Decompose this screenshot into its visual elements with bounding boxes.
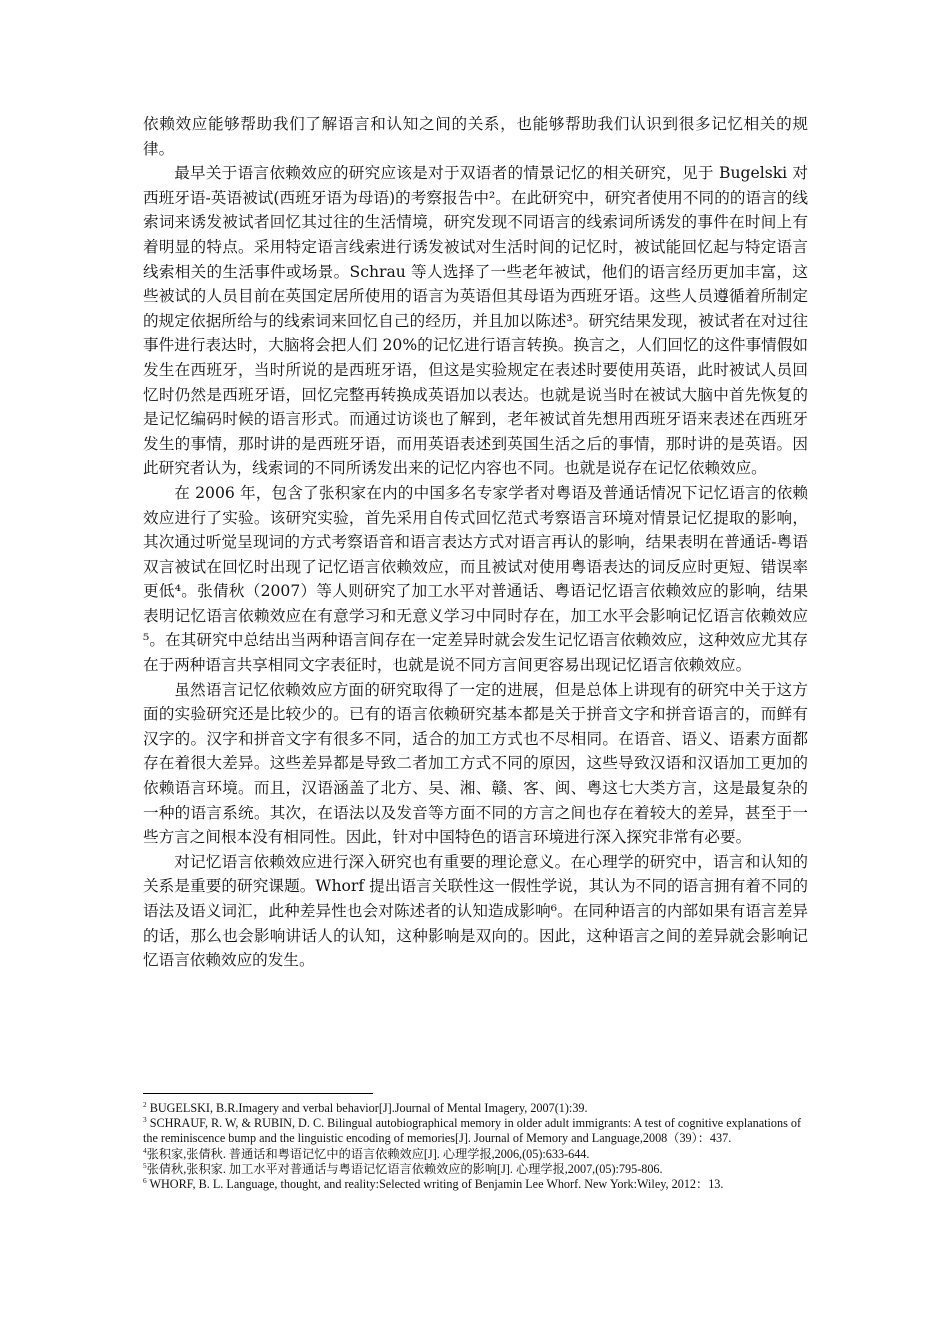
footnote-6: [143, 1177, 808, 1192]
footnote-2: [143, 1101, 808, 1116]
footnote-mark: 2: [143, 1099, 147, 1109]
footnote-text: SCHRAUF, R. W, & RUBIN, D. C. Bilingual autobiographical memory in older adult immigrants: A test of cognitive explanations of the reminiscence bump and the linguistic encoding of memories[J]. Journal of Memory and Language,2008（39）：437.: [143, 1116, 802, 1146]
footnote-text: BUGELSKI, B.R.Imagery and verbal behavior[J].Journal of Mental Imagery, 2007(1):39.: [149, 1101, 588, 1115]
footnote-text: WHORF, B. L. Language, thought, and reality:Selected writing of Benjamin Lee Whorf. New York:Wiley, 2012：13.: [149, 1177, 724, 1192]
footnote-3: [143, 1116, 808, 1146]
paragraph-2: 最早关于语言依赖效应的研究应该是对于双语者的情景记忆的相关研究，见于 Bugelski 对西班牙语-英语被试(西班牙语为母语)的考察报告中²。在此研究中，研究者使用不同的的语言的线索词来诱发被试者回忆其过往的生活情境，研究发现不同语言的线索词所诱发的事件在时间上有着明显的特点。采用特定语言线索进行诱发被试对生活时间的记忆时，被试能回忆起与特定语言线索相关的生活事件或场景。Schrau 等人选择了一些老年被试，他们的语言经历更加丰富，这些被试的人员目前在英国定居所使用的语言为英语但其母语为西班牙语。这些人员遵循着所制定的规定依据所给与的线索词来回忆自己的经历，并且加以陈述³。研究结果发现，被试者在对过往事件进行表达时，大脑将会把人们 20%的记忆进行语言转换。换言之，人们回忆的这件事情假如发生在西班牙，当时所说的是西班牙语，但这是实验规定在表述时要使用英语，此时被试人员回忆时仍然是西班牙语，回忆完整再转换成英语加以表达。也就是说当时在被试大脑中首先恢复的是记忆编码时候的语言形式。而通过访谈也了解到，老年被试首先想用西班牙语来表述在西班牙发生的事情，那时讲的是西班牙语，而用英语表述到英国生活之后的事情，那时讲的是英语。因此研究者认为，线索词的不同所诱发出来的记忆内容也不同。也就是说存在记忆依赖效应。: [143, 164, 808, 478]
body-text: [143, 112, 808, 973]
paragraph-1: 依赖效应能够帮助我们了解语言和认知之间的关系，也能够帮助我们认识到很多记忆相关的规律。: [143, 115, 808, 158]
footnote-5: [143, 1162, 808, 1177]
footnote-divider: [143, 1093, 373, 1094]
footnote-mark: 3: [143, 1115, 147, 1125]
footnote-4: [143, 1147, 808, 1162]
paragraph-5: 对记忆语言依赖效应进行深入研究也有重要的理论意义。在心理学的研究中，语言和认知的关系是重要的研究课题。Whorf 提出语言关联性这一假性学说，其认为不同的语言拥有着不同的语法及语义词汇，此种差异性也会对陈述者的认知造成影响⁶。在同种语言的内部如果有语言差异的话，那么也会影响讲话人的认知，这种影响是双向的。因此，这种语言之间的差异就会影响记忆语言依赖效应的发生。: [143, 852, 808, 970]
footnotes: [143, 1101, 808, 1192]
footnote-text: 张倩秋,张积家. 加工水平对普通话与粤语记忆语言依赖效应的影响[J]. 心理学报,2007,(05):795-806.: [146, 1161, 663, 1176]
footnote-mark: 6: [143, 1175, 147, 1185]
footnote-mark: 5: [143, 1160, 147, 1170]
paragraph-3: 在 2006 年，包含了张积家在内的中国多名专家学者对粤语及普通话情况下记忆语言的依赖效应进行了实验。该研究实验，首先采用自传式回忆范式考察语言环境对情景记忆提取的影响，其次通过听觉呈现词的方式考察语音和语言表达方式对语言再认的影响，结果表明在普通话-粤语双言被试在回忆时出现了记忆语言依赖效应，而且被试对使用粤语表达的词反应时更短、错误率更低⁴。张倩秋（2007）等人则研究了加工水平对普通话、粤语记忆语言依赖效应的影响，结果表明记忆语言依赖效应在有意学习和无意义学习中同时存在，加工水平会影响记忆语言依赖效应⁵。在其研究中总结出当两种语言间存在一定差异时就会发生记忆语言依赖效应，这种效应尤其存在于两种语言共享相同文字表征时，也就是说不同方言间更容易出现记忆语言依赖效应。: [143, 483, 808, 675]
footnote-text: 张积家,张倩秋. 普通话和粤语记忆中的语言依赖效应[J]. 心理学报,2006,(05):633-644.: [146, 1146, 590, 1161]
paragraph-4: 虽然语言记忆依赖效应方面的研究取得了一定的进展，但是总体上讲现有的研究中关于这方面的实验研究还是比较少的。已有的语言依赖研究基本都是关于拼音文字和拼音语言的，而鲜有汉字的。汉字和拼音文字有很多不同，适合的加工方式也不尽相同。在语音、语义、语素方面都存在着很大差异。这些差异都是导致二者加工方式不同的原因，这些导致汉语和汉语加工更加的依赖语言环境。而且，汉语涵盖了北方、吴、湘、赣、客、闽、粤这七大类方言，这是最复杂的一种的语言系统。其次，在语法以及发音等方面不同的方言之间也存在着较大的差异，甚至于一些方言之间根本没有相同性。因此，针对中国特色的语言环境进行深入探究非常有必要。: [143, 680, 808, 847]
footnote-mark: 4: [143, 1145, 147, 1155]
